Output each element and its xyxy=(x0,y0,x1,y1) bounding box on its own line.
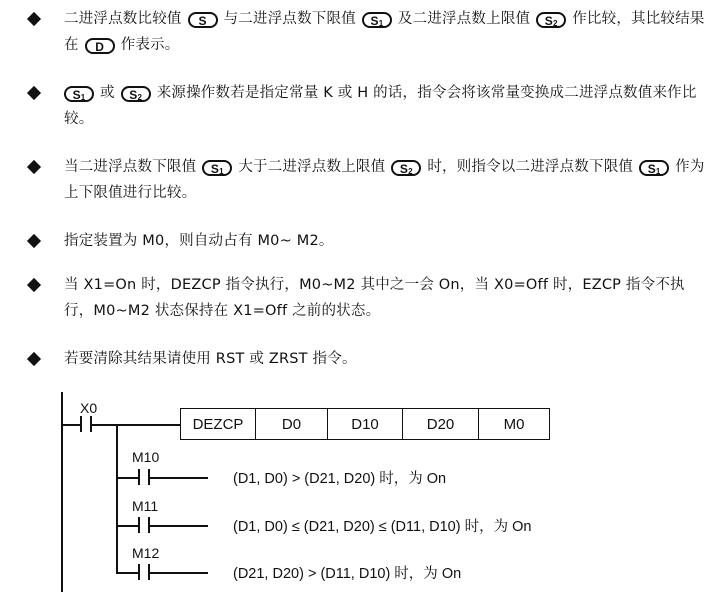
bullet-text: 及二进浮点数上限值 xyxy=(397,11,531,27)
instruction-operand: D0 xyxy=(256,409,328,439)
operand-s1-icon: $S_1$ xyxy=(639,160,669,176)
bullet-text: 作表示。 xyxy=(120,37,180,53)
branch-wire xyxy=(116,525,138,527)
bullet-text: 与二进浮点数下限值 xyxy=(223,11,356,27)
branch-wire xyxy=(150,525,208,527)
operand-s1-icon: $S_1$ xyxy=(202,160,232,176)
bullet-text: 时，则指令以二进浮点数下限值 xyxy=(427,159,634,175)
instruction-box xyxy=(180,408,550,440)
instruction-operand: D10 xyxy=(328,409,403,439)
instruction-operand: D20 xyxy=(403,409,479,439)
condition-text: (D1, D0) > (D21, D20) 时，为 On xyxy=(233,471,447,487)
operand-s1-icon: $S_1$ xyxy=(64,86,94,102)
diamond-bullet-icon xyxy=(27,352,41,366)
rung-wire xyxy=(92,424,180,426)
instruction-operand: M0 xyxy=(503,415,525,433)
bullet-text: 大于二进浮点数上限值 xyxy=(238,159,386,175)
bullet-text: 来源操作数若是指定常量 K 或 H 的话，指令会将该常量变换成二进浮点数值来作比较。 xyxy=(64,85,697,127)
contact-label-m10: M10 xyxy=(132,449,160,465)
contact-label-m12: M12 xyxy=(132,545,160,561)
branch-bus xyxy=(116,424,118,573)
contact-m12-icon xyxy=(138,564,150,580)
operand-s1-icon: $S_1$ xyxy=(362,12,392,28)
bullet-text: 二进浮点数比较值 xyxy=(64,11,182,27)
contact-m11-icon xyxy=(138,517,150,533)
bullet-text: 或 xyxy=(100,85,115,101)
diamond-bullet-icon xyxy=(27,234,41,248)
operand-s2-icon: $S_2$ xyxy=(391,160,421,176)
bullet-text: 当二进浮点数下限值 xyxy=(64,159,197,175)
condition-text: (D21, D20) > (D11, D10) 时，为 On xyxy=(233,566,462,582)
contact-label-x0: X0 xyxy=(80,400,98,416)
contact-x0-icon xyxy=(80,416,92,432)
condition-text: (D1, D0) ≤ (D21, D20) ≤ (D11, D10) 时，为 On xyxy=(233,519,532,535)
diamond-bullet-icon xyxy=(27,12,41,26)
rung-wire xyxy=(61,424,80,426)
bullet-text: 若要清除其结果请使用 RST 或 ZRST 指令。 xyxy=(64,351,357,367)
bullet-text: 指定装置为 M0，则自动占有 M0~ M2。 xyxy=(64,233,334,249)
operand-s-icon: S xyxy=(188,12,218,28)
ladder-diagram xyxy=(0,392,728,592)
instruction-mnemonic: DEZCP xyxy=(181,409,256,439)
branch-wire xyxy=(116,477,138,479)
operand-s2-icon: $S_2$ xyxy=(536,12,566,28)
bullet-text: 作比较，其比较结果在 xyxy=(64,11,705,53)
branch-wire xyxy=(150,477,208,479)
operand-d-icon: D xyxy=(85,38,115,54)
diamond-bullet-icon xyxy=(27,278,41,292)
contact-label-m11: M11 xyxy=(132,498,159,514)
diamond-bullet-icon xyxy=(27,160,41,174)
bullet-text: 作为上下限值进行比较。 xyxy=(64,159,705,201)
bullet-text: 当 X1=On 时，DEZCP 指令执行，M0~M2 其中之一会 On，当 X0=Off 时，EZCP 指令不执行，M0~M2 状态保持在 X1=Off 之前的状态。 xyxy=(64,277,685,319)
contact-m10-icon xyxy=(138,469,150,485)
branch-wire xyxy=(116,572,138,574)
diamond-bullet-icon xyxy=(27,86,41,100)
branch-wire xyxy=(150,572,208,574)
operand-s2-icon: $S_2$ xyxy=(121,86,151,102)
left-power-rail xyxy=(61,392,63,592)
